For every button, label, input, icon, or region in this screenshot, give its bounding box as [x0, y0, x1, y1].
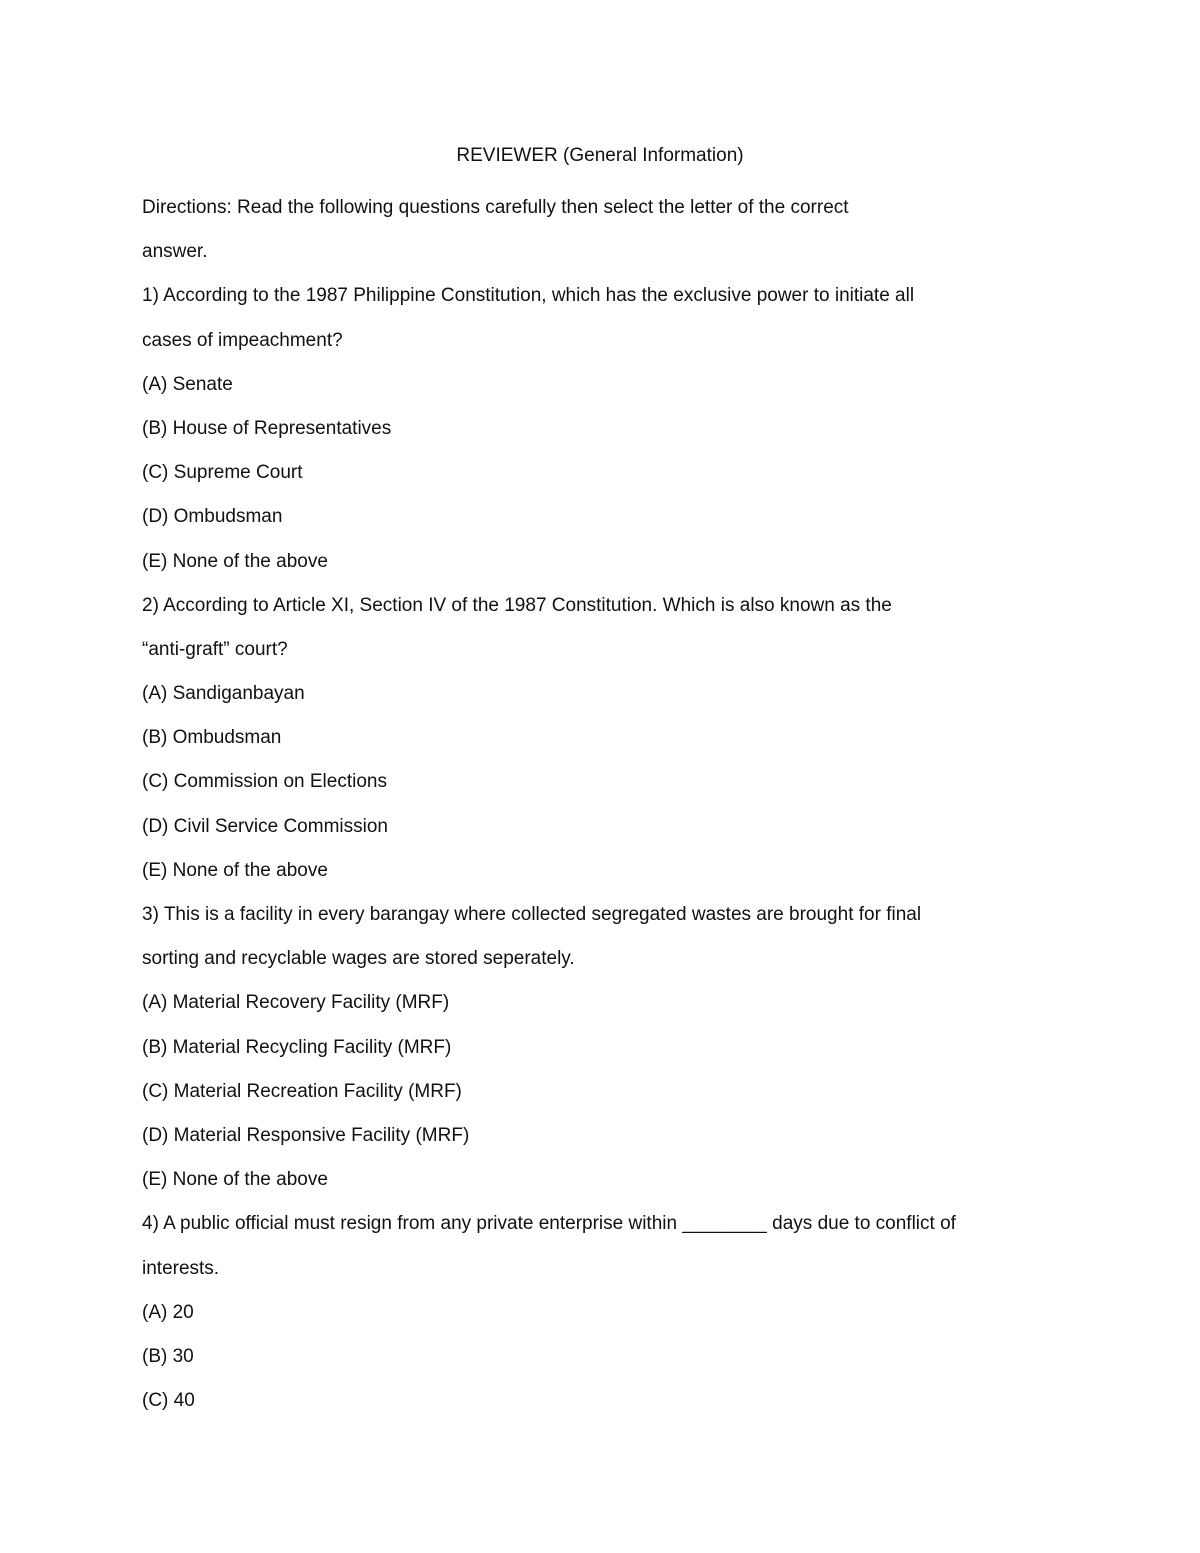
question-3-option-e: (E) None of the above	[142, 1169, 328, 1191]
question-2-text: “anti-graft” court?	[142, 638, 288, 660]
document-title: REVIEWER (General Information)	[456, 145, 744, 166]
document-body	[142, 186, 1042, 1423]
question-1-text: cases of impeachment?	[142, 329, 343, 351]
directions-line: Directions: Read the following questions carefully then select the letter of the correct	[142, 197, 849, 218]
question-1-option-c: (C) Supreme Court	[142, 462, 303, 484]
question-3-text: sorting and recyclable wages are stored seperately.	[142, 948, 575, 970]
question-1-text: 1) According to the 1987 Philippine Constitution, which has the exclusive power to initiate all	[142, 285, 915, 307]
question-4-option-c: (C) 40	[142, 1390, 195, 1412]
question-3-option-b: (B) Material Recycling Facility (MRF)	[142, 1036, 452, 1058]
question-4-option-a: (A) 20	[142, 1301, 194, 1323]
question-3-text: 3) This is a facility in every barangay where collected segregated wastes are brought for final	[142, 904, 922, 925]
question-1-option-a: (A) Senate	[142, 373, 233, 395]
question-3-option-d: (D) Material Responsive Facility (MRF)	[142, 1124, 470, 1146]
question-2-option-a: (A) Sandiganbayan	[142, 683, 305, 705]
question-2-option-d: (D) Civil Service Commission	[142, 815, 388, 837]
question-3-option-a: (A) Material Recovery Facility (MRF)	[142, 992, 450, 1014]
question-3-option-c: (C) Material Recreation Facility (MRF)	[142, 1080, 462, 1102]
question-2-option-b: (B) Ombudsman	[142, 727, 282, 749]
directions-line: answer.	[142, 241, 208, 263]
question-1-option-d: (D) Ombudsman	[142, 506, 283, 528]
question-4-text: 4) A public official must resign from any private enterprise within ________ days due to conflict of	[142, 1213, 956, 1235]
question-4-text: interests.	[142, 1257, 220, 1279]
question-2-text: 2) According to Article XI, Section IV of the 1987 Constitution. Which is also known as the	[142, 594, 892, 616]
question-1-option-e: (E) None of the above	[142, 550, 328, 572]
question-2-option-c: (C) Commission on Elections	[142, 771, 387, 793]
question-2-option-e: (E) None of the above	[142, 859, 328, 881]
question-1-option-b: (B) House of Representatives	[142, 417, 392, 439]
question-4-option-b: (B) 30	[142, 1345, 194, 1367]
